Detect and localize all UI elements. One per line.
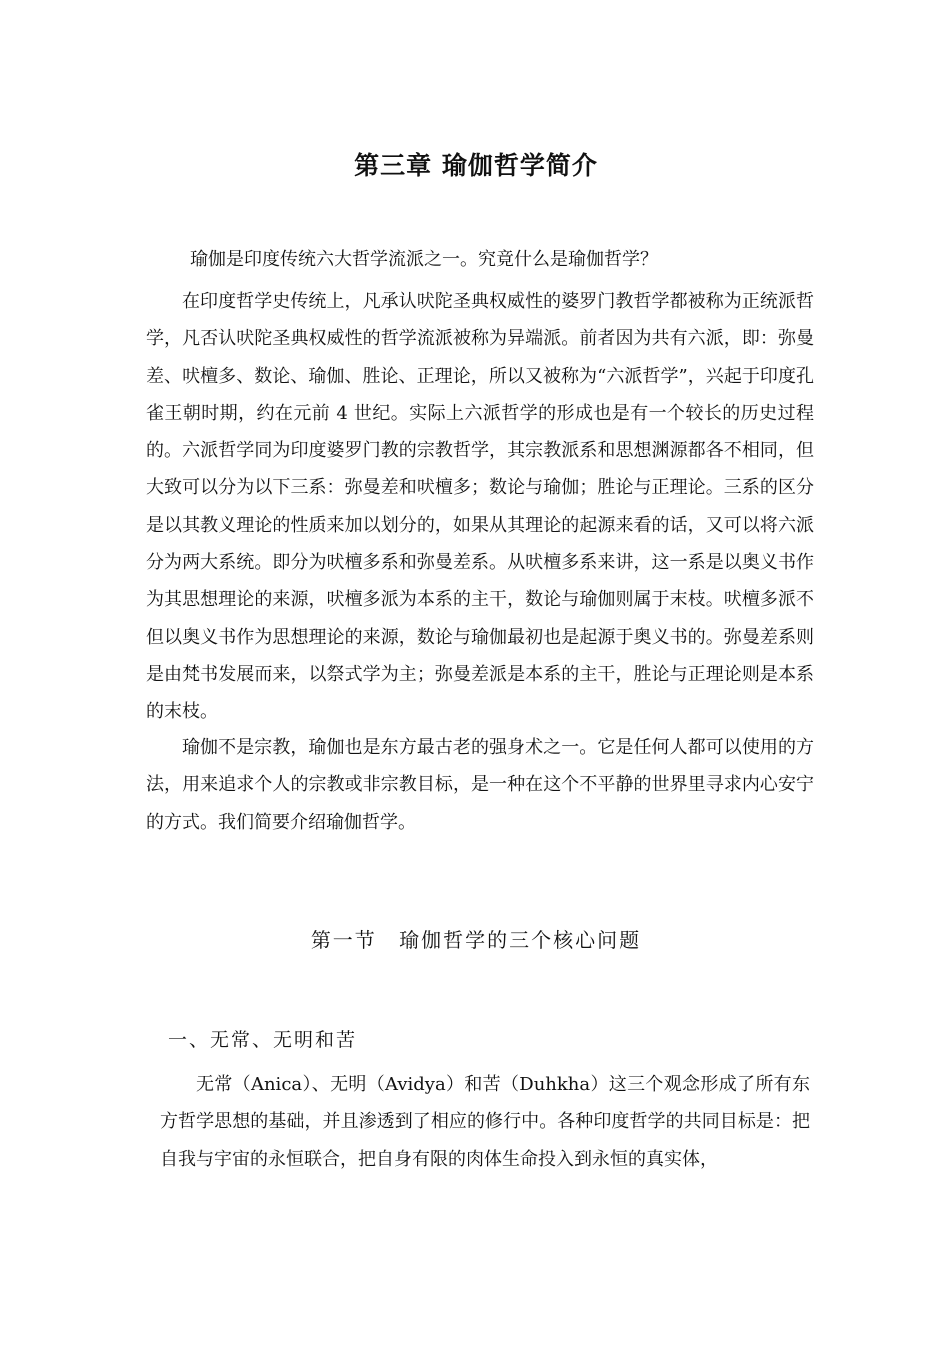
paragraph-2: 瑜伽不是宗教，瑜伽也是东方最古老的强身术之一。它是任何人都可以使用的方法，用来追求个人的宗教或非宗教目标，是一种在这个不平静的世界里寻求内心安宁的方式。我们简要介绍瑜伽哲学。 [146, 737, 814, 833]
chapter-title: 第三章 瑜伽哲学简介 [354, 151, 598, 180]
intro-line: 瑜伽是印度传统六大哲学流派之一。究竟什么是瑜伽哲学？ [190, 249, 658, 270]
subsection-title: 一、无常、无明和苦 [168, 1029, 358, 1051]
section-title: 第一节 瑜伽哲学的三个核心问题 [310, 928, 642, 952]
paragraph-1: 在印度哲学史传统上，凡承认吠陀圣典权威性的婆罗门教哲学都被称为正统派哲学，凡否认吠陀圣典权威性的哲学流派被称为异端派。前者因为共有六派，即：弥曼差、吠檀多、数论、瑜伽、胜论、正理论，所以又被称为“六派哲学”，兴起于印度孔雀王朝时期，约在元前 4 世纪。实际上六派哲学的形成也是有一个较长的历史过程的。六派哲学同为印度婆罗门教的宗教哲学，其宗教派系和思想渊源都各不相同，但大致可以分为以下三系：弥曼差和吠檀多；数论与瑜伽；胜论与正理论。三系的区分是以其教义理论的性质来加以划分的，如果从其理论的起源来看的话，又可以将六派分为两大系统。即分为吠檀多系和弥曼差系。从吠檀多系来讲，这一系是以奥义书作为其思想理论的来源，吠檀多派为本系的主干，数论与瑜伽则属于末枝。吠檀多派不但以奥义书作为思想理论的来源，数论与瑜伽最初也是起源于奥义书的。弥曼差系则是由梵书发展而来，以祭式学为主；弥曼差派是本系的主干，胜论与正理论则是本系的末枝。 [146, 291, 814, 723]
paragraph-3: 无常（Anica）、无明（Avidya）和苦（Duhkha）这三个观念形成了所有东方哲学思想的基础，并且渗透到了相应的修行中。各种印度哲学的共同目标是：把自我与宇宙的永恒联合，把自身有限的肉体生命投入到永恒的真实体， [160, 1074, 810, 1170]
